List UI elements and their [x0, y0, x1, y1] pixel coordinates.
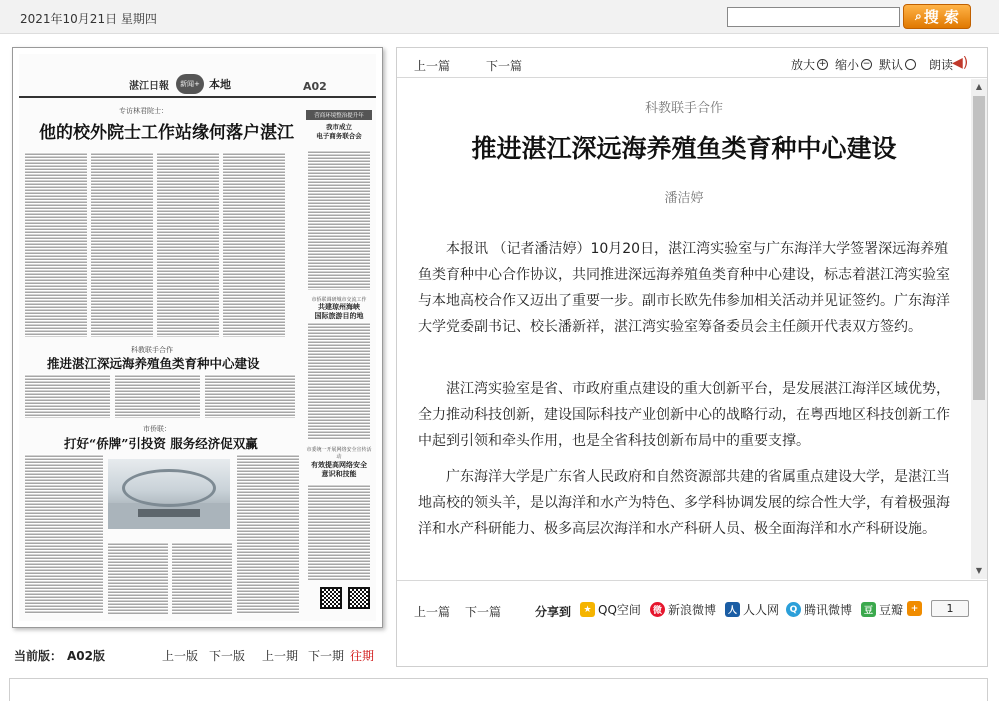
prev-article-link[interactable]: 上一篇 [414, 59, 451, 73]
current-page-value: A02版 [67, 649, 105, 663]
tencent-weibo-icon: Q [786, 602, 801, 617]
text-block [308, 150, 370, 290]
prev-page-link[interactable]: 上一版 [162, 649, 199, 663]
news-photo [108, 459, 230, 529]
text-block [205, 374, 295, 418]
share-qzone-label: QQ空间 [598, 603, 641, 617]
article-footer [397, 580, 987, 620]
side-story-2-title: 共建琼州海峡 国际旅游目的地 [314, 303, 364, 320]
text-block [25, 374, 110, 418]
prev-issue-link[interactable]: 上一期 [262, 649, 299, 663]
article-author: 潘洁婷 [664, 191, 704, 206]
page-navigation [0, 644, 390, 666]
text-block [308, 322, 370, 440]
zoom-in-label: 放大 [791, 58, 816, 72]
default-size-label: 默认 [879, 58, 904, 72]
text-block [237, 454, 299, 614]
text-block [25, 152, 87, 337]
search-input[interactable] [727, 7, 900, 27]
zoom-out-icon: − [862, 59, 871, 69]
zoom-in-button[interactable] [791, 56, 828, 73]
text-block [115, 374, 200, 418]
article-body [397, 79, 971, 579]
newspaper-badge: 新闻+ [176, 74, 204, 94]
next-page-link[interactable]: 下一版 [209, 649, 246, 663]
side-story-1-tag: 营商环境整治提升年 [306, 110, 372, 120]
share-tqq-button[interactable] [786, 601, 852, 618]
share-qzone-button[interactable] [580, 601, 641, 618]
qr-code [348, 587, 370, 609]
article-paragraph: 本报讯 （记者潘洁婷）10月20日，湛江湾实验室与广东海洋大学签署深远海养殖鱼类育种中心合作协议，共同推进深远海养殖鱼类育种中心建设，标志着湛江湾实验室与本地高校合作又迈出了重要一步。副市长欧先伟参加相关活动并见证签约。广东海洋大学党委副书记、校长潘新祥，湛江湾实验室筹备委员会主任颜开代表双方签约。 [418, 241, 950, 335]
top-bar [0, 0, 999, 34]
search-icon: ⌕ [915, 9, 922, 23]
zoom-out-button[interactable] [835, 56, 872, 73]
share-renren-label: 人人网 [743, 603, 780, 617]
story2-title[interactable]: 推进湛江深远海养殖鱼类育种中心建设 [47, 356, 260, 371]
text-block [172, 542, 232, 614]
share-weibo-button[interactable] [650, 601, 716, 618]
article-toolbar [397, 48, 987, 78]
scrollbar-thumb[interactable] [973, 96, 985, 400]
zoom-out-label: 缩小 [835, 58, 860, 72]
side-story-2[interactable] [308, 296, 370, 321]
douban-icon: 豆 [861, 602, 876, 617]
speaker-icon[interactable]: ◀) [952, 55, 969, 71]
read-aloud-label: 朗读 [929, 58, 954, 72]
article-kicker: 科教联手合作 [644, 101, 723, 116]
scroll-down-icon[interactable]: ▼ [975, 566, 983, 575]
text-block [308, 484, 370, 580]
side-story-1-title: 我市成立 电子商务联合会 [316, 123, 362, 140]
footer-prev-article-link[interactable]: 上一篇 [414, 605, 451, 619]
share-douban-button[interactable] [861, 601, 903, 618]
share-renren-button[interactable] [725, 601, 779, 618]
weibo-icon: 微 [650, 602, 665, 617]
default-size-button[interactable] [879, 56, 916, 73]
article-title: 推进湛江深远海养殖鱼类育种中心建设 [471, 134, 897, 163]
qr-code [320, 587, 342, 609]
renren-icon: 人 [725, 602, 740, 617]
newspaper-logo: 湛江日報 [129, 81, 169, 92]
text-block [223, 152, 285, 337]
plus-icon: + [907, 601, 922, 616]
side-story-2-kicker: 市侨联调研城市交流工作 [311, 297, 367, 303]
share-count: 1 [931, 600, 969, 617]
newspaper-page[interactable] [12, 47, 383, 628]
qzone-icon: ★ [580, 602, 595, 617]
story1-kicker: 专访林君院士： [119, 107, 168, 115]
story2-kicker: 科教联手合作 [131, 346, 173, 354]
text-block [108, 542, 168, 614]
search-button[interactable] [903, 4, 971, 29]
story3-kicker: 市侨联： [143, 425, 171, 433]
share-label: 分享到 [535, 605, 572, 619]
text-block [25, 454, 103, 614]
share-douban-label: 豆瓣 [879, 603, 904, 617]
next-issue-link[interactable]: 下一期 [308, 649, 345, 663]
date-label: 2021年10月21日 星期四 [20, 12, 157, 26]
text-block [91, 152, 153, 337]
share-tqq-label: 腾讯微博 [804, 603, 853, 617]
article-panel [396, 47, 988, 667]
text-block [157, 152, 219, 337]
newspaper-page-image [19, 54, 376, 621]
bottom-panel [9, 678, 988, 701]
newspaper-page-number: A02 [303, 80, 327, 93]
article-paragraph: 湛江湾实验室是省、市政府重点建设的重大创新平台，是发展湛江海洋区域优势，全力推动科技创新，建设国际科技产业创新中心的战略行动，在粤西地区科技创新工作中起到引领和牵头作用，也是全省科技创新布局中的重要支撑。 [418, 381, 950, 449]
story3-title[interactable]: 打好“侨牌”引投资 服务经济促双赢 [64, 436, 258, 451]
share-weibo-label: 新浪微博 [668, 603, 717, 617]
newspaper-masthead [19, 72, 376, 98]
newspaper-section: 本地 [209, 78, 231, 91]
article-paragraph: 广东海洋大学是广东省人民政府和自然资源部共建的省属重点建设大学，是湛江当地高校的领头羊，是以海洋和水产为特色、多学科协调发展的综合性大学，有着极强海洋和水产科研能力、极多高层次海洋和水产科研人员、极全面海洋和水产科研设施。 [418, 469, 950, 537]
side-story-3-kicker: 市委统一开展网络安全宣传活动 [306, 447, 372, 460]
side-story-1[interactable] [306, 110, 372, 144]
zoom-in-icon: + [818, 59, 827, 69]
share-more-button[interactable] [907, 601, 925, 616]
scroll-up-icon[interactable]: ▲ [975, 82, 983, 91]
footer-next-article-link[interactable]: 下一篇 [465, 605, 502, 619]
past-issues-link[interactable]: 往期 [350, 649, 375, 663]
side-story-3-title: 有效提高网络安全 意识和技能 [311, 461, 367, 478]
default-size-icon [905, 59, 916, 70]
search-button-label: 搜 索 [923, 8, 959, 26]
side-story-3[interactable] [306, 447, 372, 479]
read-aloud-button[interactable] [929, 56, 953, 73]
next-article-link[interactable]: 下一篇 [486, 59, 523, 73]
current-page-label: 当前版： [14, 649, 63, 663]
story1-title[interactable]: 他的校外院士工作站缘何落户湛江 [39, 123, 294, 143]
article-scrollbar[interactable] [971, 79, 987, 579]
